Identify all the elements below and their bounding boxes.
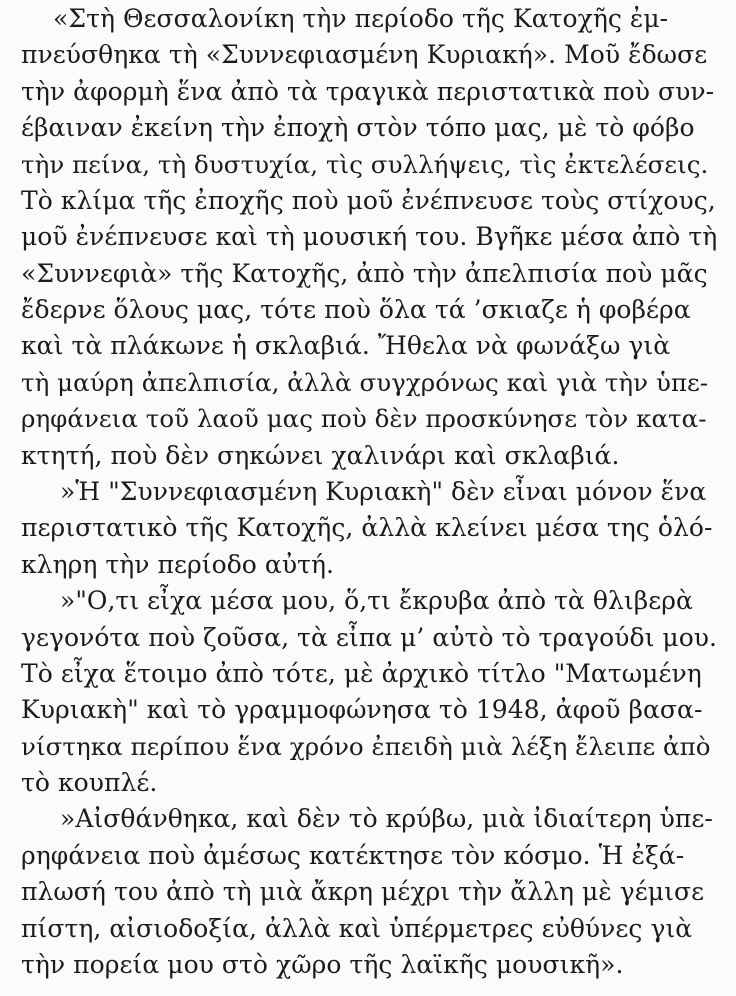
text-line: μοῦ ἐνέπνευσε καὶ τὴ μουσική του. Βγῆκε μέσα ἀπὸ τὴ — [21, 222, 718, 252]
text-line: τὴν πορεία μου στὸ χῶρο τῆς λαϊκῆς μουσικῆ». — [21, 950, 624, 979]
text-line: γεγονότα ποὺ ζοῦσα, τὰ εἶπα μ’ αὐτὸ τὸ τραγούδι μου. — [21, 622, 718, 652]
text-line: »Αἰσθάνθηκα, καὶ δὲν τὸ κρύβω, μιὰ ἰδιαίτερη ὑπε- — [60, 804, 713, 834]
text-line: »Ἡ "Συννεφιασμένη Κυριακὴ" δὲν εἶναι μόνον ἕνα — [60, 477, 707, 506]
text-line: τὴν ἀφορμὴ ἕνα ἀπὸ τὰ τραγικὰ περιστατικὰ ποὺ συν- — [21, 76, 715, 106]
text-line: «Συννεφιὰ» τῆς Κατοχῆς, ἀπὸ τὴν ἀπελπισία ποὺ μᾶς — [21, 258, 708, 288]
text-line: πίστη, αἰσιοδοξία, ἀλλὰ καὶ ὑπέρμετρες εὐθύνες γιὰ — [21, 913, 693, 943]
text-line: Τὸ εἶχα ἕτοιμο ἀπὸ τότε, μὲ ἀρχικὸ τίτλο "Ματωμένη — [21, 658, 702, 688]
text-line: πνεύσθηκα τὴ «Συννεφιασμένη Κυριακή». Μοῦ ἔδωσε — [21, 40, 708, 70]
text-line: τὴ μαύρη ἀπελπισία, ἀλλὰ συγχρόνως καὶ γιὰ τὴν ὑπε- — [21, 367, 709, 397]
text-line: περιστατικὸ τῆς Κατοχῆς, ἀλλὰ κλείνει μέσα της ὁλό- — [21, 513, 713, 543]
text-line: ρηφάνεια τοῦ λαοῦ μας ποὺ δὲν προσκύνησε τὸν κατα- — [21, 404, 707, 434]
text-line: τὸ κουπλέ. — [21, 768, 158, 798]
text-line: τὴν πείνα, τὴ δυστυχία, τὶς συλλήψεις, τὶς ἐκτελέσεις. — [21, 149, 709, 179]
text-line: Τὸ κλίμα τῆς ἐποχῆς ποὺ μοῦ ἐνέπνευσε τοὺς στίχους, — [21, 185, 716, 215]
text-line: πλωσή του ἀπὸ τὴ μιὰ ἄκρη μέχρι τὴν ἄλλη μὲ γέμισε — [21, 877, 705, 907]
text-line: »"Ο,τι εἶχα μέσα μου, ὅ,τι ἔκρυβα ἀπὸ τὰ θλιβερὰ — [60, 586, 693, 616]
text-line: κτητή, ποὺ δὲν σηκώνει χαλινάρι καὶ σκλαβιά. — [21, 440, 620, 470]
text-line: Κυριακὴ" καὶ τὸ γραμμοφώνησα τὸ 1948, ἀφοῦ βασα- — [21, 695, 703, 725]
text-line: ρηφάνεια ποὺ ἀμέσως κατέκτησε τὸν κόσμο. Ἡ ἐξά- — [21, 840, 685, 870]
text-line: κληρη τὴν περίοδο αὐτή. — [21, 549, 334, 579]
text-line: έβαιναν ἐκείνη τὴν ἐποχὴ στὸν τόπο μας, μὲ τὸ φόβο — [21, 113, 695, 143]
text-line: ἔδερνε ὅλους μας, τότε ποὺ ὅλα τά ’σκιαζε ἡ φοβέρα — [21, 295, 691, 325]
text-line: καὶ τὰ πλάκωνε ἡ σκλαβιά. Ἤθελα νὰ φωνάξω γιὰ — [21, 331, 671, 361]
text-line: «Στὴ Θεσσαλονίκη τὴν περίοδο τῆς Κατοχῆς ἐμ- — [53, 4, 669, 33]
text-line: νίστηκα περίπου ἕνα χρόνο ἐπειδὴ μιὰ λέξη ἔλειπε ἀπὸ — [21, 731, 711, 761]
